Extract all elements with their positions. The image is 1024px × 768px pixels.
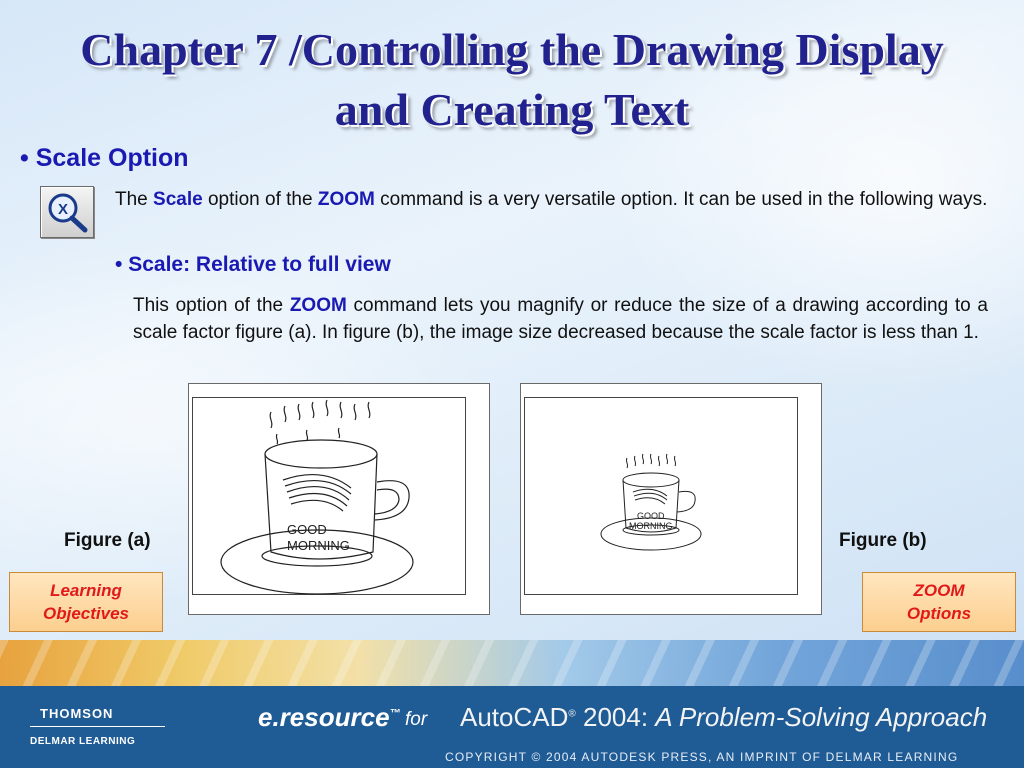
subsection-heading xyxy=(115,253,391,277)
delmar-logo-text: DELMAR LEARNING xyxy=(30,736,136,747)
figure-a-label: Figure (a) xyxy=(64,530,151,551)
logo-divider xyxy=(30,726,165,727)
slide-title-line1: Chapter 7 /Controlling the Drawing Display xyxy=(80,24,944,75)
figure-b-label: Figure (b) xyxy=(839,530,927,551)
eresource-brand xyxy=(258,702,401,733)
product-name: AutoCAD xyxy=(460,702,569,732)
learning-objectives-button[interactable] xyxy=(9,572,163,632)
figure-a xyxy=(188,383,490,615)
relative-full-view-description xyxy=(133,292,988,346)
zoom-options-line2: Options xyxy=(906,604,972,623)
product-title xyxy=(460,702,987,733)
product-version: 2004: xyxy=(575,702,656,732)
svg-text:X: X xyxy=(57,201,69,218)
keyword-zoom: ZOOM xyxy=(289,295,347,316)
figure-b xyxy=(520,383,822,615)
section-heading xyxy=(20,144,189,173)
zoom-options-line1: ZOOM xyxy=(913,581,965,600)
scale-description xyxy=(115,186,988,213)
coffee-cup-large-drawing xyxy=(189,384,489,614)
para1-post: command is a very versatile option. It can be used in the following ways. xyxy=(374,189,988,210)
decorative-band xyxy=(0,640,1024,688)
trademark-mark: ™ xyxy=(389,707,401,720)
zoom-options-button[interactable] xyxy=(862,572,1016,632)
coffee-cup-small-drawing xyxy=(521,384,821,614)
zoom-scale-icon xyxy=(41,187,93,237)
registered-mark: ® xyxy=(568,708,576,720)
figure-a-cup-text-morning: MORNING xyxy=(287,538,350,553)
figure-b-cup-text xyxy=(629,511,673,531)
footer-for: for xyxy=(405,709,428,730)
bullet-icon: • xyxy=(115,253,123,276)
subsection-heading-text: Scale: Relative to full view xyxy=(128,253,391,276)
para1-pre: The xyxy=(115,189,154,210)
figure-a-cup-text-good: GOOD xyxy=(287,522,327,537)
zoom-scale-tool-button[interactable] xyxy=(40,186,94,238)
para2-post: command lets you magnify or reduce the size of a drawing according to a scale factor figure (a). In figure (b), the image size decreased because the scale factor is less than 1. xyxy=(133,295,988,343)
figure-b-cup-text-good: GOOD xyxy=(636,511,665,521)
eresource-text: e.resource xyxy=(258,702,390,732)
para1-mid: option of the xyxy=(202,189,318,210)
bullet-icon: • xyxy=(20,144,29,172)
figure-b-cup-text-morning: MORNING xyxy=(629,521,673,531)
figure-a-cup-text xyxy=(287,522,350,554)
para2-pre: This option of the xyxy=(133,295,290,316)
slide-title-line2: and Creating Text xyxy=(334,84,690,135)
footer-bar xyxy=(0,686,1024,768)
section-heading-text: Scale Option xyxy=(35,144,189,172)
keyword-zoom: ZOOM xyxy=(317,189,375,210)
copyright-text: COPYRIGHT © 2004 AUTODESK PRESS, AN IMPRINT OF DELMAR LEARNING xyxy=(445,750,959,764)
learning-objectives-line2: Objectives xyxy=(43,604,129,623)
keyword-scale: Scale xyxy=(153,189,203,210)
thomson-logo-text: THOMSON xyxy=(40,706,114,721)
product-subtitle: A Problem-Solving Approach xyxy=(655,702,988,732)
learning-objectives-line1: Learning xyxy=(50,581,122,600)
